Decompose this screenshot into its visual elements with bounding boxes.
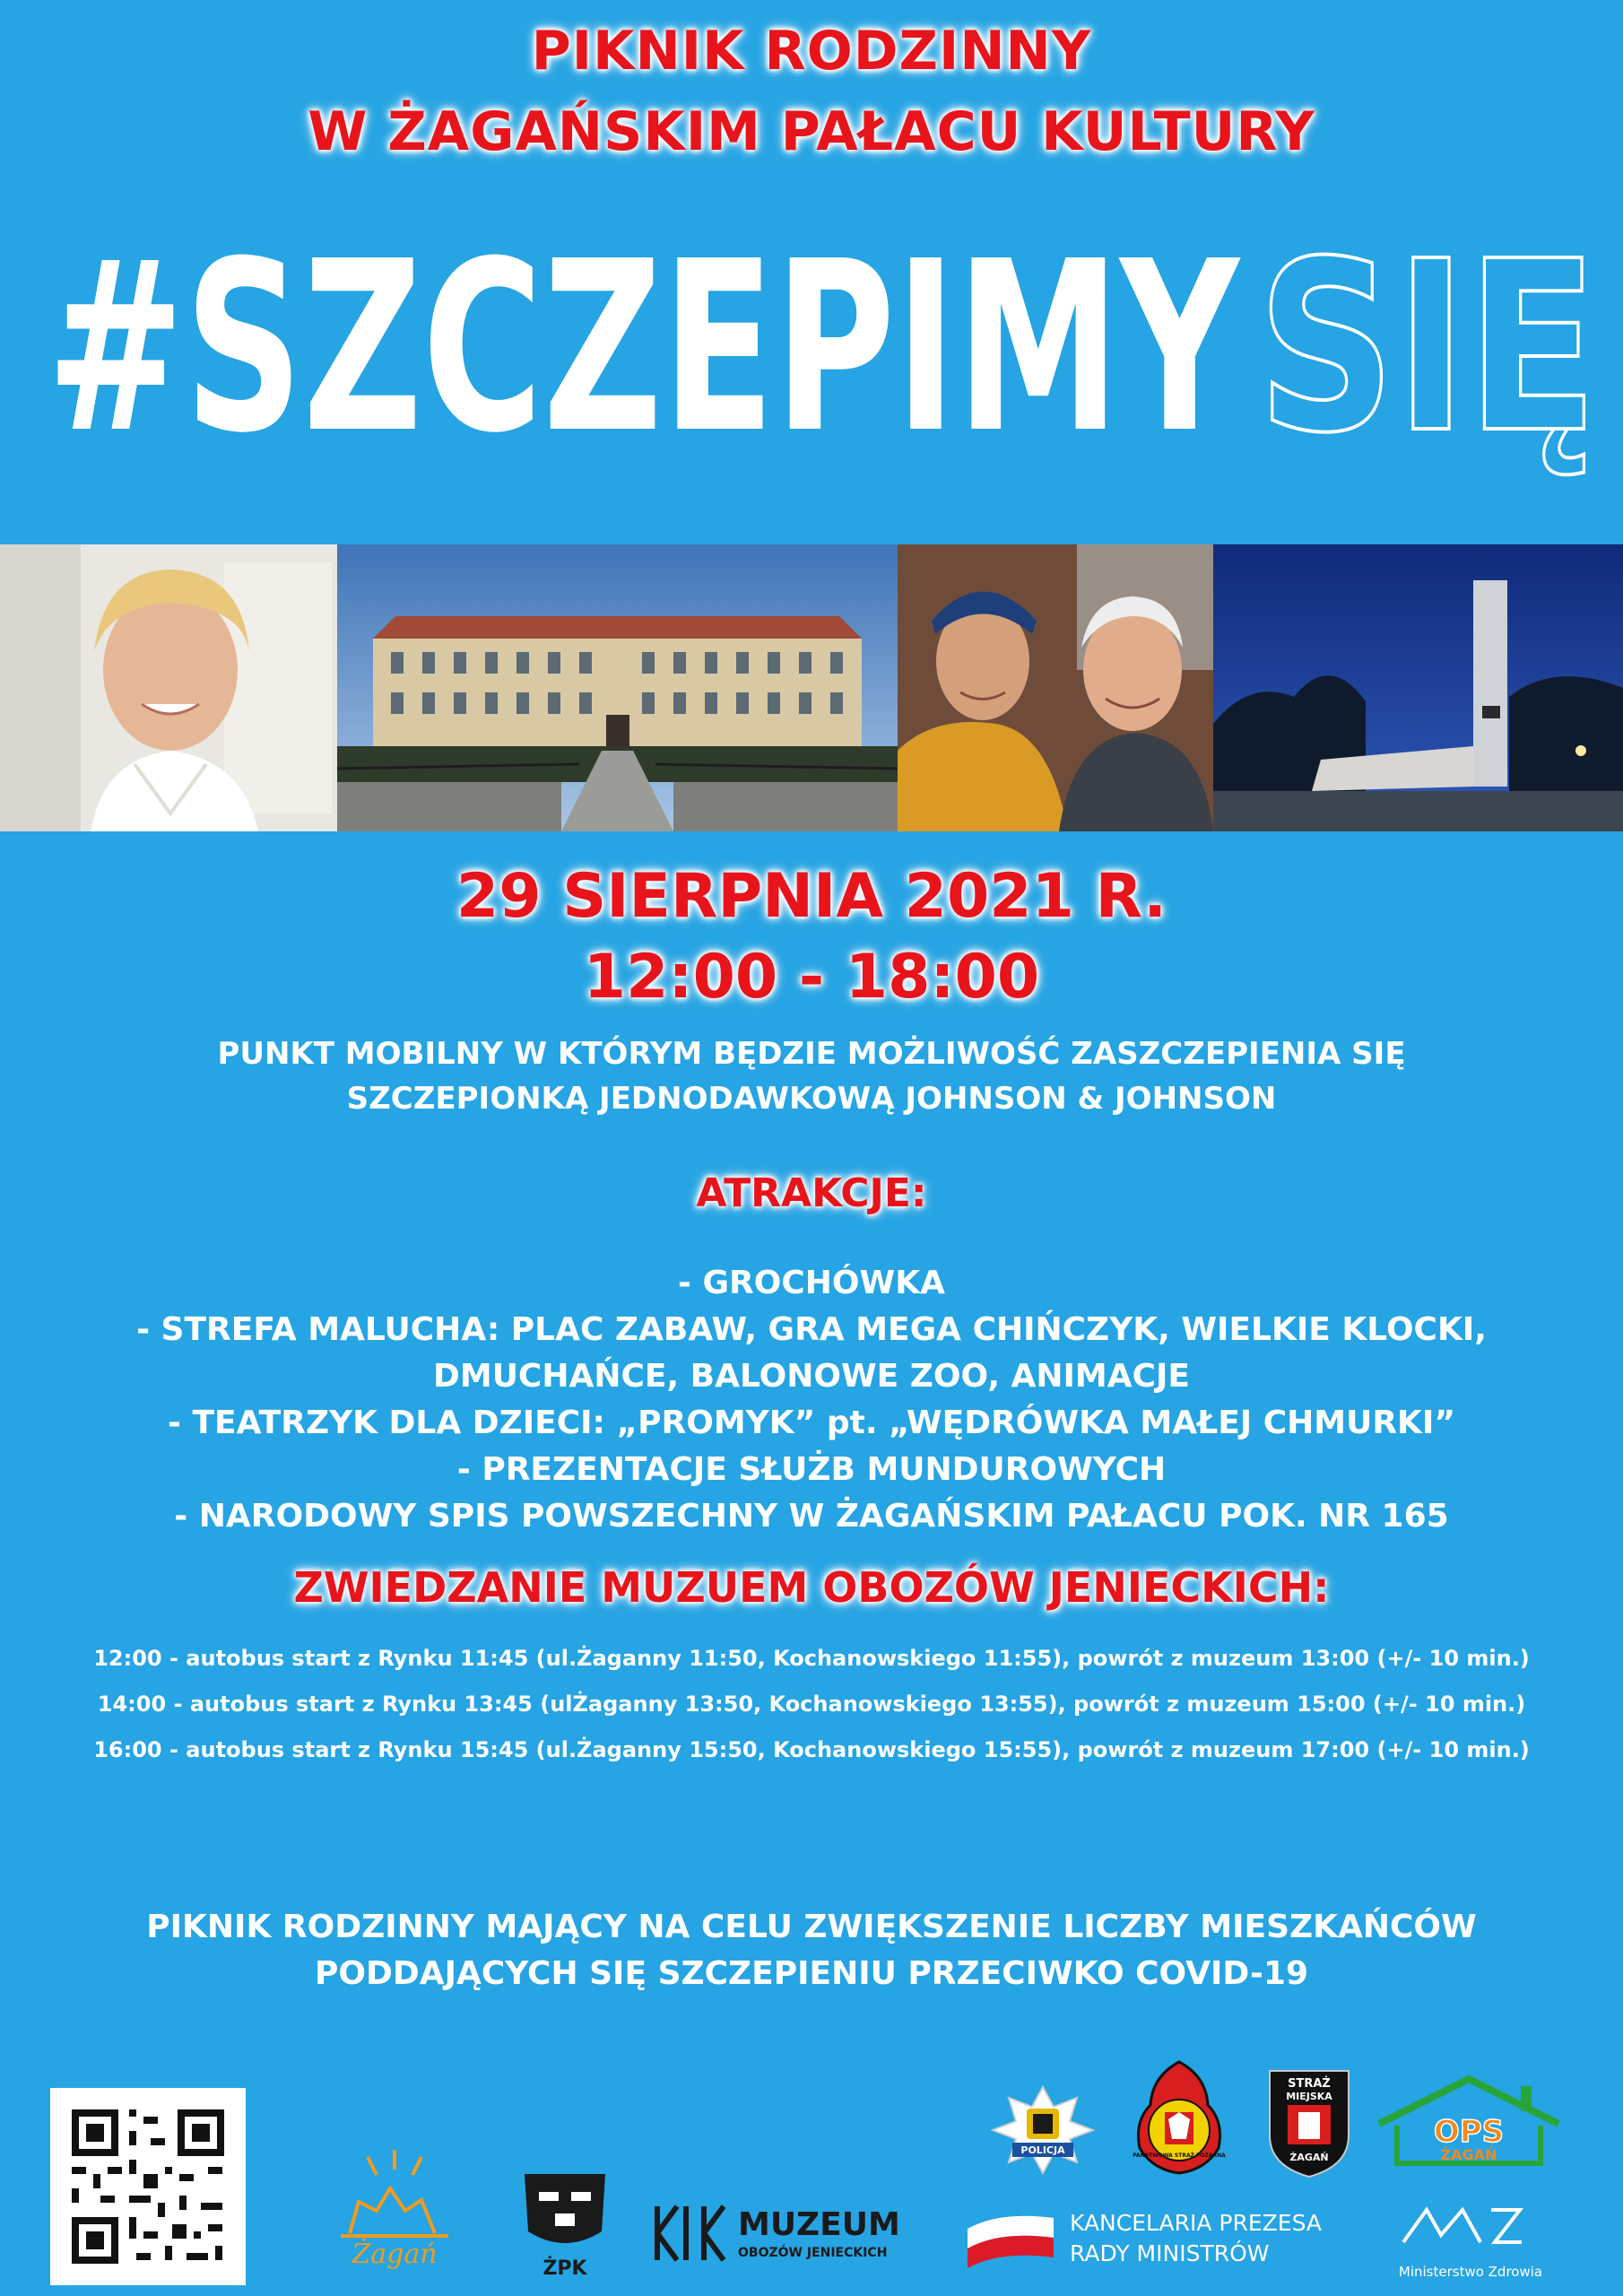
photo-monument [1213,544,1623,831]
footer-line-1: PIKNIK RODZINNY MAJĄCY NA CELU ZWIĘKSZENIE LICZBY MIESZKAŃCÓW [146,1909,1477,1945]
bus-schedule-row: 16:00 - autobus start z Rynku 15:45 (ul.Żaganny 15:50, Kochanowskiego 15:55), powrót z muzeum 17:00 (+/- 10 min.) [93,1737,1530,1762]
attraction-item: - TEATRZYK DLA DZIECI: „PROMYK” pt. „WĘDRÓWKA MAŁEJ CHMURKI” [167,1405,1456,1441]
ministry-of-health-logo [1394,2197,1547,2287]
title-line-2: W ŻAGAŃSKIM PAŁACU KULTURY [308,100,1315,163]
zpk-label: ŻPK [542,2257,587,2280]
museum-logo-subtitle: OBOZÓW JENIECKICH [738,2246,888,2260]
city-guard-logo [1266,2067,1352,2179]
photo-strip [0,544,1623,831]
zpk-logo [516,2169,614,2282]
hashtag-headline [47,169,1607,509]
ministry-label: Ministerstwo Zdrowia [1398,2264,1543,2280]
kprm-logo [964,2202,1350,2274]
attractions-heading: ATRAKCJE: [696,1170,927,1216]
qr-code[interactable] [50,2088,246,2285]
ops-label: OPS [1433,2114,1505,2150]
policja-label: POLICJA [1020,2144,1065,2156]
event-time: 12:00 - 18:00 [583,942,1040,1013]
photo-palace [337,544,898,831]
ops-logo [1370,2074,1569,2174]
kprm-line-1: KANCELARIA PREZESA [1070,2210,1323,2236]
zagan-city-logo [323,2148,466,2274]
city-guard-line-3: ŻAGAŃ [1289,2152,1329,2163]
attraction-item: - STREFA MALUCHA: PLAC ZABAW, GRA MEGA CHIŃCZYK, WIELKIE KLOCKI, [136,1311,1487,1348]
attraction-item: DMUCHAŃCE, BALONOWE ZOO, ANIMACJE [432,1358,1191,1395]
policja-logo [991,2085,1095,2175]
museum-heading: ZWIEDZANIE MUZUEM OBOZÓW JENIECKICH: [293,1563,1330,1612]
photo-cyclists [898,544,1213,831]
kprm-line-2: RADY MINISTRÓW [1070,2240,1270,2266]
footer-line-2: PODDAJĄCYCH SIĘ SZCZEPIENIU PRZECIWKO COVID-19 [314,1955,1309,1992]
zagan-script: Żagań [352,2239,438,2270]
ops-sublabel: ŻAGAŃ [1440,2146,1497,2163]
title-line-1: PIKNIK RODZINNY [531,20,1092,83]
museum-logo [650,2197,937,2269]
attraction-item: - GROCHÓWKA [678,1265,945,1301]
hashtag-solid: #SZCZEPIMY [47,211,1241,484]
mobile-point-line-1: PUNKT MOBILNY W KTÓRYM BĘDZIE MOŻLIWOŚĆ ZASZCZEPIENIA SIĘ [217,1036,1406,1072]
mobile-point-line-2: SZCZEPIONKĄ JEDNODAWKOWĄ JOHNSON & JOHNSON [346,1081,1277,1117]
city-guard-line-2: MIEJSKA [1286,2091,1332,2102]
fire-brigade-logo [1125,2058,1233,2175]
bus-schedule-row: 14:00 - autobus start z Rynku 13:45 (ulŻaganny 13:50, Kochanowskiego 13:55), powrót z muzeum 15:00 (+/- 10 min.) [97,1692,1526,1717]
attraction-item: - PREZENTACJE SŁUŻB MUNDUROWYCH [456,1451,1167,1488]
photo-nurse [0,544,337,831]
attraction-item: - NARODOWY SPIS POWSZECHNY W ŻAGAŃSKIM PAŁACU POK. NR 165 [174,1498,1449,1535]
bus-schedule-row: 12:00 - autobus start z Rynku 11:45 (ul.Żaganny 11:50, Kochanowskiego 11:55), powrót z muzeum 13:00 (+/- 10 min.) [93,1646,1530,1671]
hashtag-outline: SIĘ [1257,211,1598,484]
event-date: 29 SIERPNIA 2021 R. [456,861,1167,932]
fire-brigade-label: PAŃSTWOWA STRAŻ POŻARNA [1133,2152,1226,2159]
city-guard-line-1: STRAŻ [1288,2077,1331,2091]
museum-logo-title: MUZEUM [738,2206,900,2243]
